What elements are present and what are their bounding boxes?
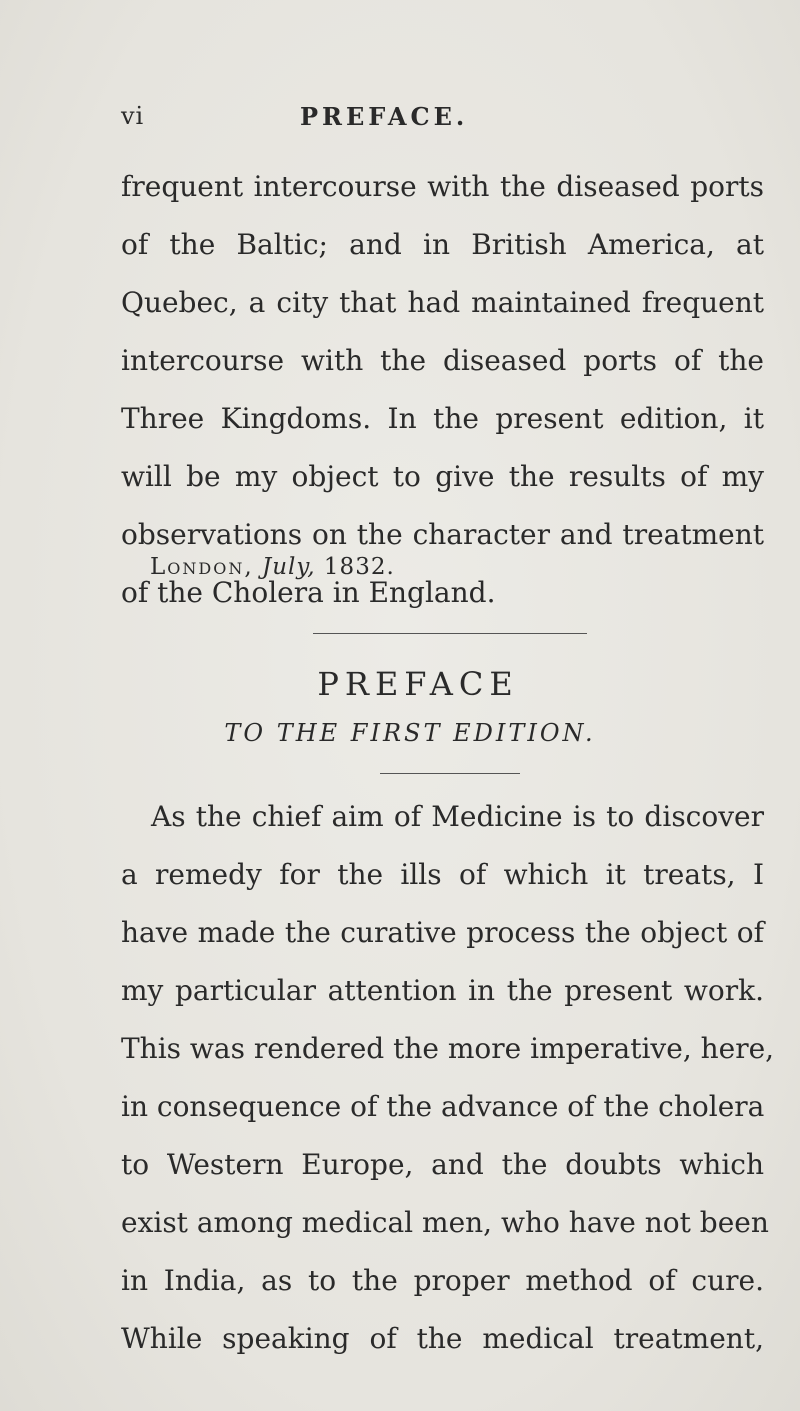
text-line: have made the curative process the object of: [121, 916, 764, 949]
section-heading: PREFACE: [317, 665, 519, 703]
running-head: [121, 102, 761, 142]
signature-line: [150, 554, 395, 580]
body-paragraph: [121, 788, 775, 1368]
text-line: intercourse with the diseased ports of the: [121, 344, 764, 377]
continuation-paragraph: [121, 158, 764, 622]
text-line: As the chief aim of Medicine is to discover: [151, 800, 764, 833]
signature-month: July,: [261, 554, 316, 580]
text-line: exist among medical men, who have not been: [121, 1206, 769, 1239]
running-title: PREFACE.: [300, 102, 469, 131]
text-line: Quebec, a city that had maintained frequent: [121, 286, 764, 319]
text-line: While speaking of the medical treatment,: [121, 1322, 764, 1355]
signature-year: 1832.: [323, 554, 395, 580]
section-subheading: TO THE FIRST EDITION.: [224, 719, 596, 747]
heading-divider: [380, 773, 520, 774]
text-line: to Western Europe, and the doubts which: [121, 1148, 764, 1181]
text-line: my particular attention in the present work.: [121, 974, 764, 1007]
text-line: This was rendered the more imperative, here,: [121, 1032, 775, 1065]
text-line: in India, as to the proper method of cure.: [121, 1264, 764, 1297]
text-line: of the Baltic; and in British America, at: [121, 228, 764, 261]
page-number: vi: [121, 102, 145, 130]
text-line: will be my object to give the results of my: [121, 460, 764, 493]
text-line: observations on the character and treatment: [121, 518, 764, 551]
text-line: in consequence of the advance of the cholera: [121, 1090, 765, 1123]
signature-place: London,: [150, 554, 254, 580]
text-line: Three Kingdoms. In the present edition, it: [121, 402, 764, 435]
text-line: frequent intercourse with the diseased ports: [121, 170, 764, 203]
text-line: a remedy for the ills of which it treats, I: [121, 858, 764, 891]
section-divider: [313, 633, 587, 634]
text-line: of the Cholera in England.: [121, 576, 496, 609]
